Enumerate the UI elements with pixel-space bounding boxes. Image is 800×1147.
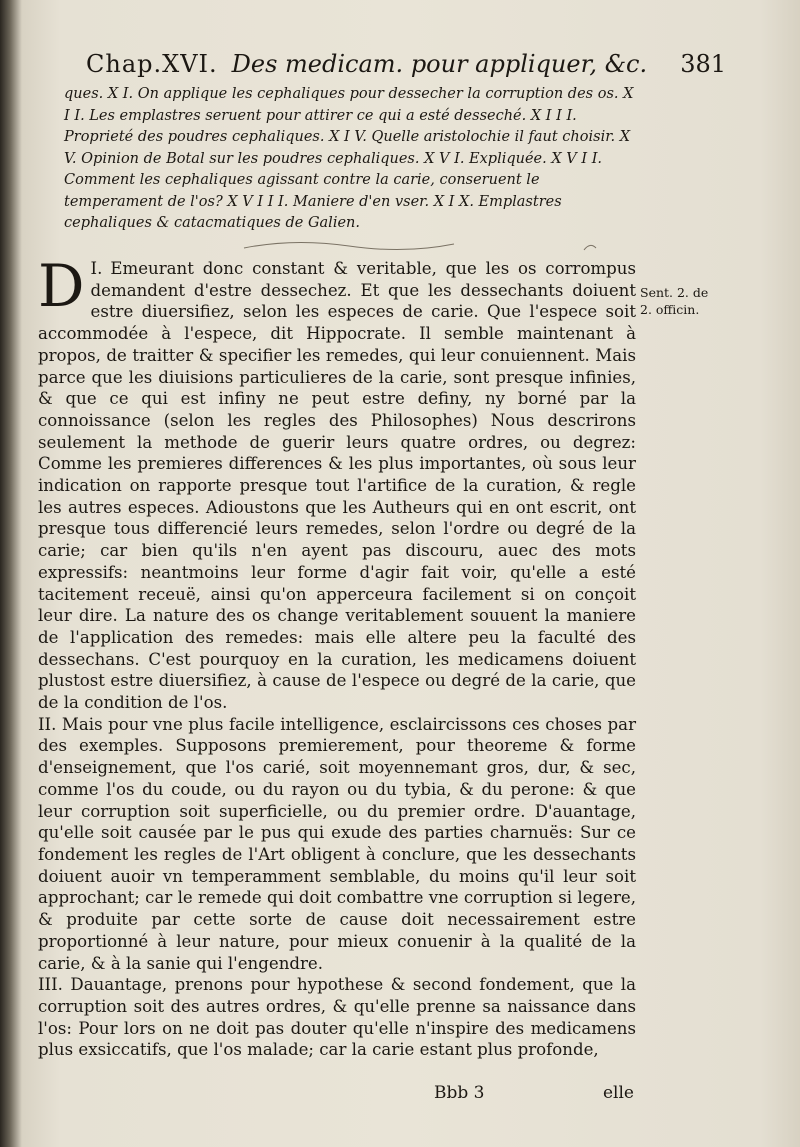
- paragraph-number: II.: [38, 714, 57, 734]
- running-header: [86, 44, 726, 84]
- argument-text: ques. X I. On applique les cephaliques pour dessecher la corruption des os. X I I. Les emplastres seruent pour attirer ce qui a esté desseché. X I I I. Proprieté des poudres cephaliques. X I V. Quelle aristolochie il faut choisir. X V. Opinion de Botal sur les poudres cephaliques. X V I. Expliquée. X V I I. Comment les cephaliques agissant contre la carie, conseruent le temperament de l'os? X V I I I. Maniere d'en vser. X I X. Emplastres cephaliques & catacmatiques de Galien.: [64, 86, 634, 231]
- paragraph-2: [38, 714, 636, 974]
- running-title: Des medicam. pour appliquer, &c.: [231, 50, 648, 78]
- paragraph-text: Mais pour vne plus facile intelligence, esclaircissons ces choses par des exemples. Supposons premierement, pour theoreme & forme d'enseignement, que l'os carié, soit moyennemant gros, dur, & sec, comme l'os du coude, ou du rayon ou du tybia, & du perone: & que leur corruption soit superficielle, ou du premier ordre. D'auantage, qu'elle soit causée par le pus qui exude des parties charnuës: Sur ce fondement les regles de l'Art obligent à conclure, que les dessechants doiuent auoir vn temperamment semblable, du moins qu'il leur soit approchant; car le remede qui doit combattre vne corruption si legere, & produite par cette sorte de cause doit necessairement estre proportionné à leur nature, pour mieux conuenir à la qualité de la carie, & à la sanie qui l'engendre.: [38, 714, 637, 973]
- signature-mark: Bbb 3: [434, 1083, 485, 1103]
- paragraph-3: [38, 974, 636, 1061]
- drop-cap: D: [38, 252, 85, 320]
- catchword: elle: [603, 1083, 634, 1103]
- paragraph-text: Dauantage, prenons pour hypothese & second fondement, que la corruption soit des autres ordres, & qu'elle prenne sa naissance dans l'os: Pour lors on ne doit pas douter qu'elle n'inspire des medicamens plus exsiccatifs, que l'os malade; car la carie estant plus profonde,: [38, 975, 636, 1060]
- page-footer: [434, 1080, 634, 1106]
- margin-note-line: Sent. 2. de: [640, 285, 709, 300]
- chapter-label: Chap.XVI.: [86, 50, 218, 78]
- paragraph-1: [38, 252, 636, 714]
- margin-note: [640, 284, 730, 318]
- paragraph-number: III.: [38, 975, 63, 995]
- main-text: [38, 252, 637, 1061]
- chapter-argument: [64, 84, 634, 235]
- page-number: 381: [680, 50, 726, 78]
- paragraph-text: Emeurant donc constant & veritable, que les os corrompus demandent d'estre dessechez. Et que les dessechants doiuent estre diuersifiez, selon les especes de carie. Que l'espece soit accommodée à l'espece, dit Hippocrate. Il semble maintenant à propos, de traitter & specifier les remedes, qui leur conuiennent. Mais parce que les diuisions particulieres de la carie, sont presque infinies, & que ce qui est infiny ne peut estre definy, ny borné par la connoissance (selon les regles des Philosophes) Nous descrirons seulement la methode de guerir leurs quatre ordres, ou degrez: Comme les premieres differences & les plus importantes, où sous leur indication on rapporte presque tout l'artifice de la curation, & regle les autres especes. Adioustons que les Autheurs qui en ont escrit, ont presque tous differencié leurs remedes, selon l'ordre ou degré de la carie; car bien qu'ils n'en ayent pas discouru, auec des mots expressifs: neantmoins leur forme d'agir fait voir, qu'elle a esté tacitement receuë, ainsi qu'on apperceura facilement si on conçoit leur dire. La nature des os change veritablement souuent la maniere de l'application des remedes: mais elle altere peu la faculté des dessechans. C'est pourquoy en la curation, les medicamens doiuent plustost estre diuersifiez, à cause de l'espece ou degré de la carie, que de la condition de l'os.: [38, 259, 636, 713]
- margin-note-line: 2. officin.: [640, 302, 700, 317]
- paragraph-number: I.: [90, 259, 103, 278]
- separator-ornament: [64, 236, 634, 256]
